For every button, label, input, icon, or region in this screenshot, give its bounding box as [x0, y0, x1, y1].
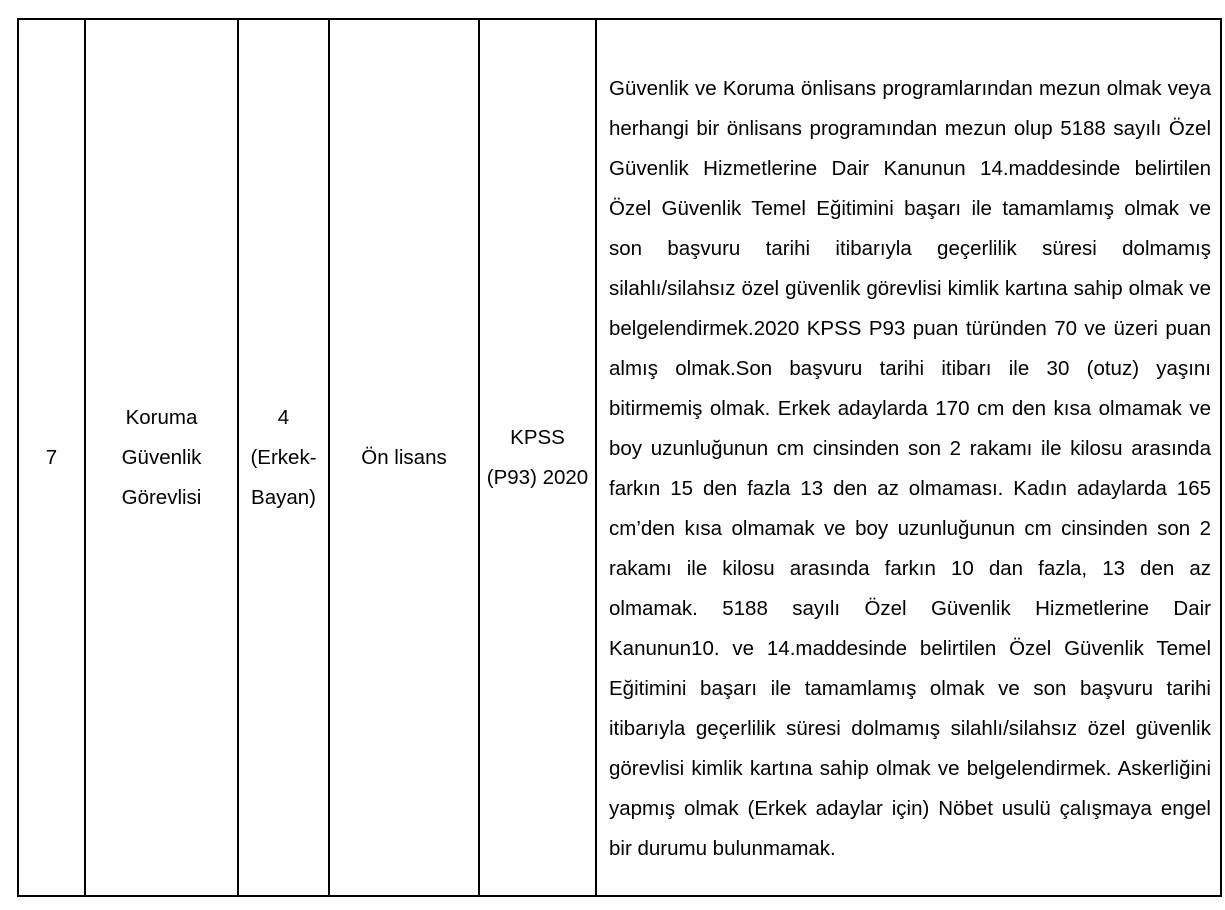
- position-title-line-3: Görevlisi: [121, 485, 202, 509]
- cell-conditions: [596, 19, 1221, 896]
- vacancy-count-line-2: (Erkek-: [250, 445, 317, 469]
- position-requirements-table: [17, 18, 1222, 897]
- cell-vacancy-count: [238, 19, 329, 896]
- education-level-value: Ön lisans: [361, 445, 447, 469]
- cell-position-title: [85, 19, 238, 896]
- vacancy-count-line-3: Bayan): [251, 485, 316, 509]
- cell-row-number: [18, 19, 85, 896]
- table-row: [18, 19, 1221, 896]
- conditions-text-block: [597, 47, 1220, 869]
- cell-education-level: [329, 19, 479, 896]
- vacancy-count-line-1: 4: [277, 405, 290, 429]
- score-type-line-2: (P93) 2020: [486, 465, 589, 489]
- conditions-paragraph: Güvenlik ve Koruma önlisans programlarından mezun olmak veya herhangi bir önlisans programından mezun olup 5188 sayılı Özel Güvenlik Hizmetlerine Dair Kanunun 14.maddesinde belirtilen Özel Güvenlik Temel Eğitimini başarı ile tamamlamış olmak ve son başvuru tarihi itibarıyla geçerlilik süresi dolmamış silahlı/silahsız özel güvenlik görevlisi kimlik kartına sahip olmak ve belgelendirmek.2020 KPSS P93 puan türünden 70 ve üzeri puan almış olmak.Son başvuru tarihi itibarı ile 30 (otuz) yaşını bitirmemiş olmak. Erkek adaylarda 170 cm den kısa olmamak ve boy uzunluğunun cm cinsinden son 2 rakamı ile kilosu arasında farkın 15 den fazla 13 den az olmaması. Kadın adaylarda 165 cm’den kısa olmamak ve boy uzunluğunun cm cinsinden son 2 rakamı ile kilosu arasında farkın 10 dan fazla, 13 den az olmamak. 5188 sayılı Özel Güvenlik Hizmetlerine Dair Kanunun10. ve 14.maddesinde belirtilen Özel Güvenlik Temel Eğitimini başarı ile tamamlamış olmak ve son başvuru tarihi itibarıyla geçerlilik süresi dolmamış silahlı/silahsız özel güvenlik görevlisi kimlik kartına sahip olmak ve belgelendirmek. Askerliğini yapmış olmak (Erkek adaylar için) Nöbet usulü çalışmaya engel bir durumu bulunmamak.: [609, 76, 1211, 860]
- position-title-line-1: Koruma: [125, 405, 198, 429]
- score-type-line-1: KPSS: [510, 425, 565, 449]
- cell-score-type: [479, 19, 596, 896]
- row-number-value: 7: [45, 445, 58, 469]
- position-title-line-2: Güvenlik: [121, 445, 202, 469]
